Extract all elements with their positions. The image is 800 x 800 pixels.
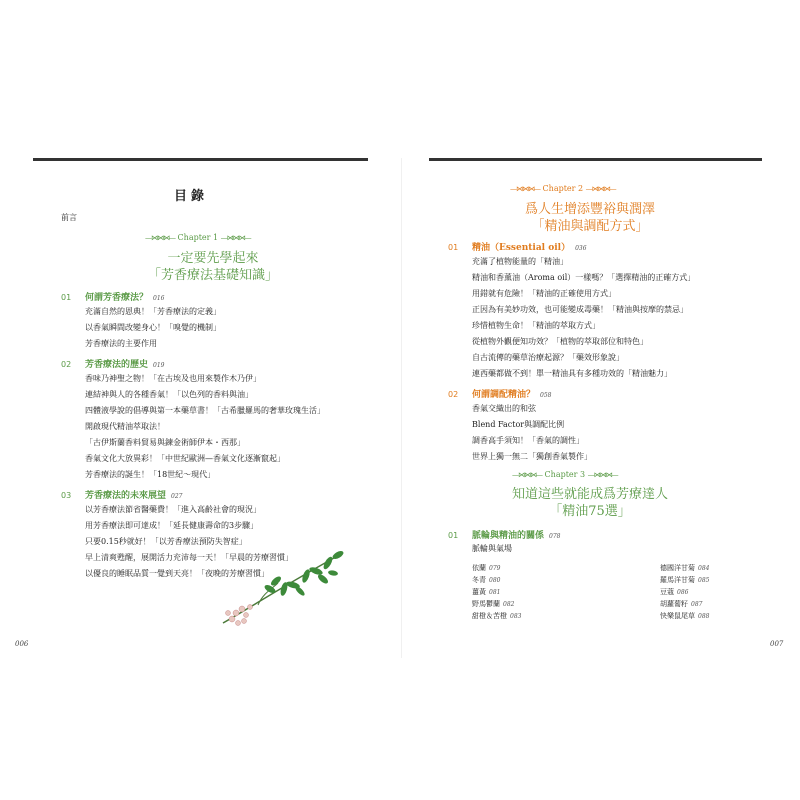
toc-item: 以香氣瞬間改變身心！「嗅覺的機制」 — [85, 323, 221, 332]
section-number: 01 — [61, 293, 72, 302]
right-page — [420, 158, 784, 658]
oil-entry — [660, 575, 709, 585]
toc-item: 充滿自然的恩典！「芳香療法的定義」 — [85, 307, 221, 316]
chapter-2-title-line1: 爲人生增添豐裕與潤澤 — [524, 202, 655, 217]
oil-entry — [472, 599, 514, 609]
chapter-1-label: —⋈⋈⋈— Chapter 1 —⋈⋈⋈— — [145, 233, 251, 242]
toc-item: 以優良的睡眠品質一覺到天亮！「夜晚的芳療習慣」 — [85, 569, 269, 578]
toc-item: 香氣交織出的和弦 — [472, 404, 536, 413]
section-page: 036 — [575, 245, 587, 252]
book-gutter — [401, 158, 402, 658]
oil-page: 087 — [691, 601, 703, 608]
oil-entry — [472, 575, 500, 585]
oil-page: 080 — [489, 577, 501, 584]
chapter-1-title-line1: 一定要先學起來 — [167, 251, 259, 266]
preface-entry: 前言 — [61, 213, 77, 222]
toc-item: 用芳香療法即可達成！「延長健康壽命的3步驟」 — [85, 521, 259, 530]
section-title: 芳香療法的歷史 — [85, 360, 149, 370]
section-header: 01 脈輪與精油的關係 078 — [448, 531, 561, 541]
section-header — [61, 290, 164, 303]
ornament-icon: —⋈⋈⋈— — [512, 471, 542, 479]
chapter-1-title-line2: 「芳香療法基礎知識」 — [147, 268, 278, 283]
section-title: 何謂調配精油？ — [472, 390, 536, 400]
toc-item: 從植物外觀便知功效？「植物的萃取部位和特色」 — [472, 337, 648, 346]
oil-name: 羅馬洋甘菊 — [660, 576, 695, 584]
book-spread — [15, 158, 784, 658]
section-page: 019 — [153, 362, 165, 369]
page-number: 007 — [770, 640, 784, 648]
section-page: 016 — [153, 295, 165, 302]
toc-item: 香氣文化大放異彩！「中世紀歐洲—香氣文化逐漸竄起」 — [85, 454, 285, 463]
toc-item: 早上清爽甦醒，展開活力充沛每一天！「早晨的芳療習慣」 — [85, 553, 293, 562]
ornament-icon: —⋈⋈⋈— — [587, 471, 618, 479]
toc-item: 自古流傳的藥草治療起源？「藥效形象說」 — [472, 353, 624, 362]
oil-name: 胡蘿蔔籽 — [660, 600, 688, 608]
oil-name: 德國洋甘菊 — [660, 564, 695, 572]
oil-name: 野馬鬱蘭 — [472, 600, 500, 608]
page-title: 目錄 — [174, 189, 209, 204]
oil-entry — [660, 599, 702, 609]
toc-item: 調香高手須知！「香氣的調性」 — [472, 436, 584, 445]
chapter-2-label: —⋈⋈⋈— Chapter 2 —⋈⋈⋈— — [510, 184, 616, 193]
oil-page: 084 — [698, 565, 710, 572]
toc-item: 世界上獨一無二「獨創香氣製作」 — [472, 452, 592, 461]
toc-item: 正因為有美妙功效，也可能變成毒藥！「精油與按摩的禁忌」 — [472, 305, 688, 314]
section-header — [448, 240, 587, 253]
toc-item: 以芳香療法節省醫藥費！「進入高齡社會的現況」 — [85, 505, 261, 514]
toc-item: Blend Factor與調配比例 — [472, 420, 565, 429]
oil-name: 依蘭 — [472, 564, 486, 572]
toc-item: 脈輪與氣場 — [472, 544, 512, 553]
oil-entry — [472, 587, 500, 597]
toc-item: 連西藥都做不到！單一精油具有多種功效的「精油魅力」 — [472, 369, 672, 378]
chapter-3-title-line1: 知道這些就能成爲芳療達人 — [511, 487, 668, 502]
oil-entry — [472, 611, 521, 621]
section-page: 058 — [540, 392, 552, 399]
oil-entry — [660, 563, 709, 573]
toc-item: 只要0.15秒就好！「以芳香療法預防失智症」 — [85, 537, 247, 546]
toc-item: 香味乃神聖之物！「在古埃及也用來製作木乃伊」 — [85, 374, 261, 383]
oil-entry — [660, 587, 688, 597]
toc-item: 「古伊斯蘭香料貿易與鍊金術師伊本・西那」 — [85, 438, 245, 447]
oil-page: 079 — [489, 565, 501, 572]
top-rule — [429, 158, 762, 161]
plant-illustration-icon — [218, 543, 348, 633]
section-number: 02 — [448, 390, 459, 399]
oil-page: 081 — [489, 589, 501, 596]
section-number: 01 — [448, 243, 459, 252]
chapter-3-label: —⋈⋈⋈— Chapter 3 —⋈⋈⋈— — [512, 470, 618, 479]
oil-page: 088 — [698, 613, 710, 620]
ornament-icon: —⋈⋈⋈— — [510, 185, 540, 193]
section-title: 芳香療法的未來展望 — [85, 491, 167, 501]
left-page — [15, 158, 383, 658]
chapter-2-title-line2: 「精油與調配方式」 — [531, 219, 649, 234]
ornament-icon: —⋈⋈⋈— — [145, 234, 175, 242]
section-title: 何謂芳香療法？ — [85, 293, 149, 303]
section-header — [61, 488, 182, 501]
toc-item: 四體液學說的倡導與第一本藥草書！「古希臘羅馬的奢華玫瑰生活」 — [85, 406, 325, 415]
section-header — [448, 387, 551, 400]
toc-item: 連結神與人的各種香氣！「以色列的香料與油」 — [85, 390, 253, 399]
oil-entry — [660, 611, 709, 621]
chapter-3-title-line2: 「精油75選」 — [549, 504, 631, 519]
section-header — [61, 357, 164, 370]
section-title: 精油（Essential oil） — [472, 243, 571, 253]
toc-item: 用錯就有危險！「精油的正確使用方式」 — [472, 289, 616, 298]
page-number: 006 — [15, 640, 29, 648]
oil-name: 冬青 — [472, 576, 486, 584]
toc-item: 芳香療法的誕生！「18世紀～現代」 — [85, 470, 216, 479]
oil-name: 甜橙＆苦橙 — [472, 612, 507, 620]
oil-entry — [472, 563, 500, 573]
toc-item: 開啟現代精油萃取法！ — [85, 422, 165, 431]
section-number: 03 — [61, 491, 72, 500]
section-page: 027 — [171, 493, 183, 500]
section-number: 02 — [61, 360, 72, 369]
ornament-icon: —⋈⋈⋈— — [585, 185, 616, 193]
oil-page: 086 — [677, 589, 689, 596]
oil-name: 豆蔻 — [660, 588, 674, 596]
ornament-icon: —⋈⋈⋈— — [220, 234, 251, 242]
top-rule — [33, 158, 368, 161]
oil-name: 薑黃 — [472, 588, 486, 596]
oil-page: 082 — [503, 601, 515, 608]
oil-name: 快樂鼠尾草 — [660, 612, 695, 620]
oil-page: 085 — [698, 577, 710, 584]
toc-item: 珍惜植物生命！「精油的萃取方式」 — [472, 321, 600, 330]
toc-item: 芳香療法的主要作用 — [85, 339, 157, 348]
toc-item: 精油和香薰油（Aroma oil）一樣嗎？「選擇精油的正確方式」 — [472, 273, 696, 282]
toc-item: 充滿了植物能量的「精油」 — [472, 257, 568, 266]
oil-page: 083 — [510, 613, 522, 620]
